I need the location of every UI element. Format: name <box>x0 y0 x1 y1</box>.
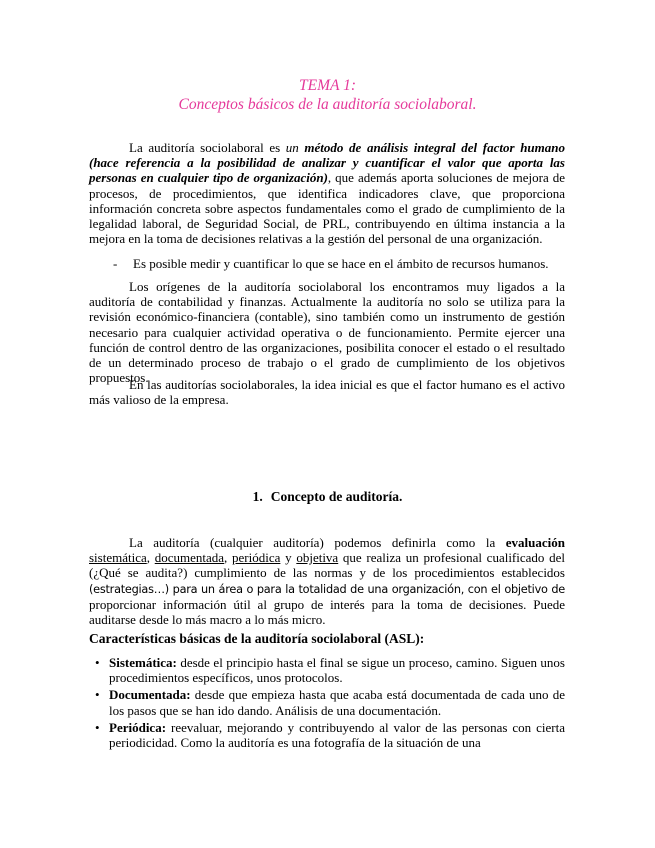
list-item-term: Sistemática: <box>109 655 177 670</box>
intro-p1-emphasis: un <box>285 140 299 155</box>
list-item <box>89 687 565 717</box>
intro-paragraph-2: Los orígenes de la auditoría sociolaboral los encontramos muy ligados a la auditoría de contabilidad y finanzas. Actualmente la auditoría no solo se utiliza para la revisión económico-financiera (contable), sino también como un instrumento de gestión necesario para cualquier actividad operativa o de funcionamiento. Permite ejercer una función de control dentro de las organizaciones, posibilita conocer el estado o el resultado de un determinado proceso de trabajo o el grado de cumplimiento de los objetivos propuestos. <box>89 279 565 386</box>
title-line-2: Conceptos básicos de la auditoría sociolaboral. <box>178 96 477 113</box>
list-item-text: reevaluar, mejorando y contribuyendo al valor de las personas con cierta periodicidad. Como la auditoría es una fotografía de la situación de una <box>109 719 565 751</box>
definition-objetiva: objetiva <box>296 550 339 566</box>
dash-item-text: Es posible medir y cuantificar lo que se hace en el ámbito de recursos humanos. <box>133 256 549 271</box>
title-line-1: TEMA 1: <box>299 77 356 94</box>
list-item-term: Documentada: <box>109 687 191 703</box>
definition-sistematica: sistemática <box>89 550 147 566</box>
list-item-text: desde que empieza hasta que acaba está documentada de cada uno de los pasos que se han ido dando. Análisis de una documentación. <box>109 687 565 718</box>
definition-comma-1: , <box>146 550 155 566</box>
section-title: Concepto de auditoría. <box>270 489 403 504</box>
intro-p1-definition: método de análisis integral del factor humano (hace referencia a la posibilidad de analizar y cuantificar el valor que aporta las personas en cualquier tipo de organización) <box>89 140 565 186</box>
definition-text-sans: (estrategias…) para un área o para la totalidad de una organización, con el objetivo de <box>89 582 565 596</box>
characteristics-list <box>89 655 565 752</box>
dash-marker: - <box>113 256 118 271</box>
intro-p1-text: La auditoría sociolaboral es <box>129 140 286 155</box>
definition-documentada: documentada <box>154 550 225 566</box>
definition-text-3: proporcionar información útil al grupo de interés para la toma de decisiones. Puede auditarse desde lo más macro a lo más micro. <box>89 596 565 628</box>
definition-comma-2: , <box>224 550 233 566</box>
characteristics-heading: Características básicas de la auditoría sociolaboral (ASL): <box>89 631 425 646</box>
intro-paragraph-3: En las auditorías sociolaborales, la idea inicial es que el factor humano es el activo más valioso de la empresa. <box>89 377 565 408</box>
bullet-marker: • <box>95 655 100 670</box>
intro-dash-item <box>113 256 573 271</box>
section-number: 1. <box>252 489 263 504</box>
definition-evaluacion: evaluación <box>505 535 565 550</box>
definition-y: y <box>280 550 297 566</box>
bullet-marker: • <box>95 687 100 703</box>
definition-periodica: periódica <box>232 550 281 566</box>
intro-paragraph-1 <box>89 140 565 246</box>
list-item <box>89 655 565 685</box>
definition-paragraph <box>89 535 565 627</box>
definition-text: La auditoría (cualquier auditoría) podemos definirla como la <box>129 535 506 550</box>
document-title <box>0 76 655 114</box>
list-item-term: Periódica: <box>109 719 167 735</box>
section-1-heading <box>0 489 655 505</box>
list-item-text: desde el principio hasta el final se sigue un proceso, camino. Siguen unos procedimientos específicos, unos protocolos. <box>109 655 565 686</box>
list-item <box>89 720 565 750</box>
definition-text-2: que realiza un profesional cualificado del (¿Qué se audita?) cumplimiento de las normas y de los procedimientos establecidos <box>89 550 566 581</box>
bullet-marker: • <box>95 719 100 735</box>
intro-p1-continuation: , que además aporta soluciones de mejora de procesos, de procedimientos, que identifica indicadores clave, que proporciona información concreta sobre aspectos fundamentales como el grado de cumplimiento de la legalidad laboral, de Seguridad Social, de PRL, contribuyendo en última instancia a la mejora en la toma de decisiones relativas a la gestión del personal de una organización. <box>89 170 566 247</box>
